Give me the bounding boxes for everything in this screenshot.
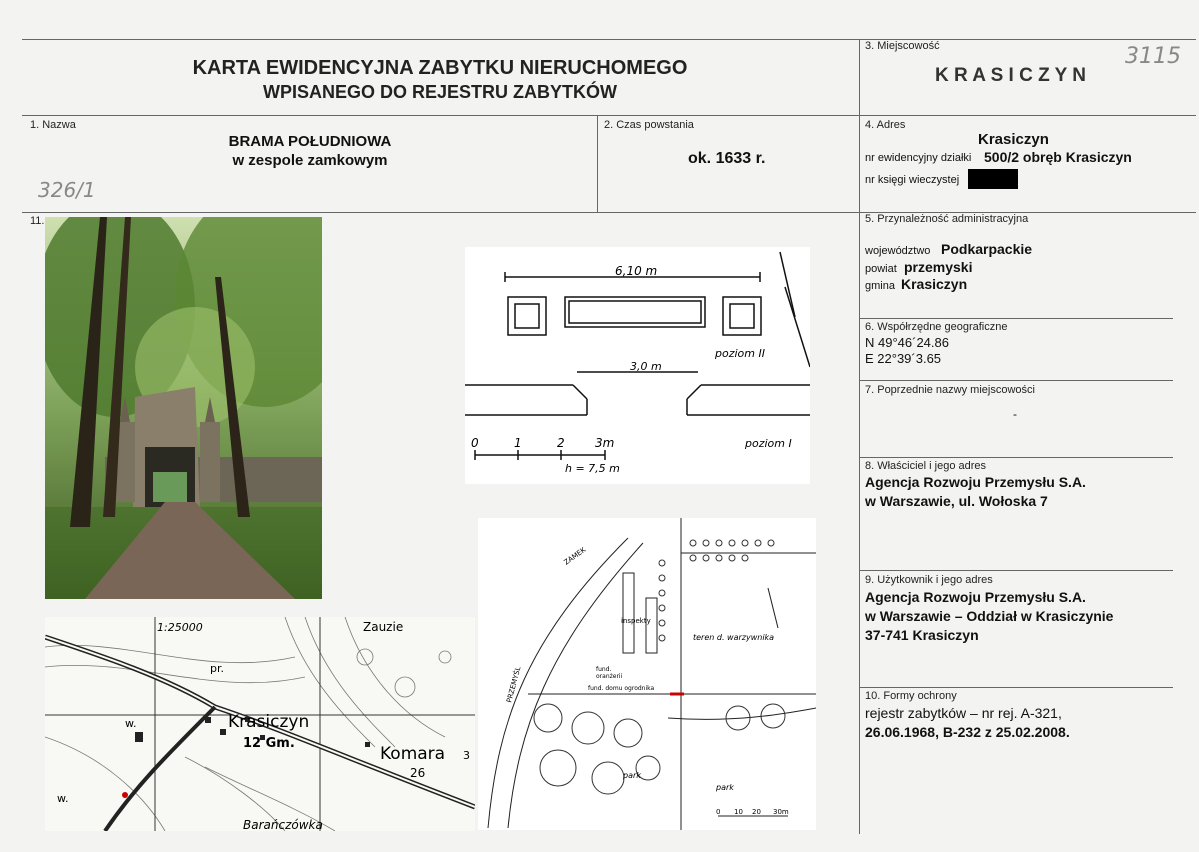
dim-mid-label: 3,0 m	[630, 360, 662, 373]
field4-city: Krasiczyn	[978, 131, 1049, 148]
voivodeship-value: Podkarpackie	[941, 241, 1033, 257]
site-road-label: ZAMEK	[562, 545, 588, 567]
site-fund1-label: fund.	[596, 666, 612, 673]
level2-label: poziom II	[715, 347, 765, 360]
handwritten-ref: 326/1	[38, 178, 96, 202]
site-scale-20: 20	[752, 808, 761, 816]
gate-plan-drawing	[465, 247, 810, 484]
handwritten-number: 3115	[1125, 44, 1181, 69]
voivodeship-label: województwo	[865, 245, 931, 257]
field2-label: 2. Czas powstania	[604, 119, 694, 131]
protection-line2: 26.06.1968, B-232 z 25.02.2008.	[865, 724, 1070, 740]
row-divider-6	[859, 380, 1173, 381]
topo-gm: 12 Gm.	[243, 736, 295, 751]
field1-name: BRAMA POŁUDNIOWA	[228, 133, 392, 150]
field5-label: 5. Przynależność administracyjna	[865, 213, 1029, 225]
field4-label: 4. Adres	[865, 119, 906, 131]
site-inspekty-label: inspekty	[621, 617, 651, 625]
field3-value: K R A S I C Z Y N	[935, 65, 1086, 86]
row-divider-9	[859, 687, 1173, 688]
owner-name: Agencja Rozwoju Przemysłu S.A.	[865, 474, 1086, 490]
site-park1-label: park	[623, 771, 641, 780]
protection-line1: rejestr zabytków – nr rej. A-321,	[865, 705, 1062, 721]
topo-num2: 26	[410, 766, 426, 780]
user-name: Agencja Rozwoju Przemysłu S.A.	[865, 589, 1086, 605]
topo-town: Krasiczyn	[228, 712, 310, 732]
field6-label: 6. Współrzędne geograficzne	[865, 321, 1008, 333]
county-label: powiat	[865, 263, 897, 275]
field10-label: 10. Formy ochrony	[865, 690, 957, 702]
site-scale-10: 10	[734, 808, 743, 816]
site-map	[478, 518, 816, 830]
topo-barancz: Barańczówka	[243, 818, 323, 831]
redaction-box	[968, 169, 1018, 189]
topo-w1: w.	[125, 717, 137, 730]
field3-label: 3. Miejscowość	[865, 40, 940, 52]
dim-top-label: 6,10 m	[615, 264, 658, 278]
user-branch: w Warszawie – Oddział w Krasiczynie	[865, 608, 1114, 624]
row-divider-7	[859, 457, 1173, 458]
field8-label: 8. Właściciel i jego adres	[865, 460, 987, 472]
field11-label: 11.	[30, 215, 45, 227]
row-divider-1	[22, 115, 1196, 116]
scale-1-label: 1	[514, 436, 522, 450]
row-divider-8	[859, 570, 1173, 571]
topo-map	[45, 617, 475, 831]
county-value: przemyski	[904, 259, 973, 275]
card-title-line2: WPISANEGO DO REJESTRU ZABYTKÓW	[262, 82, 617, 102]
commune-label: gmina	[865, 280, 895, 292]
scale-2-label: 2	[557, 436, 565, 450]
topo-num1: 3	[463, 749, 470, 762]
card-title-line1: KARTA EWIDENCYJNA ZABYTKU NIERUCHOMEGO	[192, 57, 688, 79]
level1-label: poziom I	[745, 437, 792, 450]
field1-label: 1. Nazwa	[30, 119, 76, 131]
height-label: h = 7,5 m	[565, 462, 620, 475]
main-divider	[859, 39, 860, 834]
site-fund2-label: oranżerii	[596, 673, 623, 680]
field9-label: 9. Użytkownik i jego adres	[865, 574, 993, 586]
commune-value: Krasiczyn	[901, 276, 968, 292]
scale-0-label: 0	[471, 436, 479, 450]
site-river-label: PRZEMYŚL	[505, 665, 523, 704]
topo-w2: w.	[57, 792, 69, 805]
field2-value: ok. 1633 r.	[688, 150, 766, 167]
scale-3-label: 3m	[595, 436, 615, 450]
site-area-label: teren d. warzywnika	[693, 633, 775, 642]
row-divider-5	[859, 318, 1173, 319]
field7-label: 7. Poprzednie nazwy miejscowości	[865, 384, 1035, 396]
longitude: E 22°39´3.65	[865, 351, 942, 366]
topo-zauzie: Zauzie	[363, 620, 404, 634]
topo-pr: pr.	[210, 662, 224, 675]
field7-value: -	[1013, 407, 1017, 421]
site-park2-label: park	[716, 783, 734, 792]
user-postal: 37-741 Krasiczyn	[865, 627, 979, 643]
site-fund3-label: fund. domu ogrodnika	[588, 685, 655, 692]
field1-context: w zespole zamkowym	[232, 152, 388, 169]
field4-book-label: nr księgi wieczystej	[865, 174, 960, 186]
topo-scale: 1:25000	[157, 621, 203, 634]
field4-parcel-value: 500/2 obręb Krasiczyn	[984, 149, 1132, 165]
latitude: N 49°46´24.86	[865, 335, 949, 350]
col-divider	[597, 115, 598, 212]
gate-photo	[45, 217, 322, 599]
owner-address: w Warszawie, ul. Wołoska 7	[865, 493, 1048, 509]
topo-komara: Komara	[380, 744, 446, 764]
site-scale-0: 0	[716, 808, 721, 816]
site-scale-30: 30m	[773, 808, 789, 816]
top-border	[22, 39, 1196, 40]
field4-parcel-label: nr ewidencyjny działki	[865, 152, 972, 164]
